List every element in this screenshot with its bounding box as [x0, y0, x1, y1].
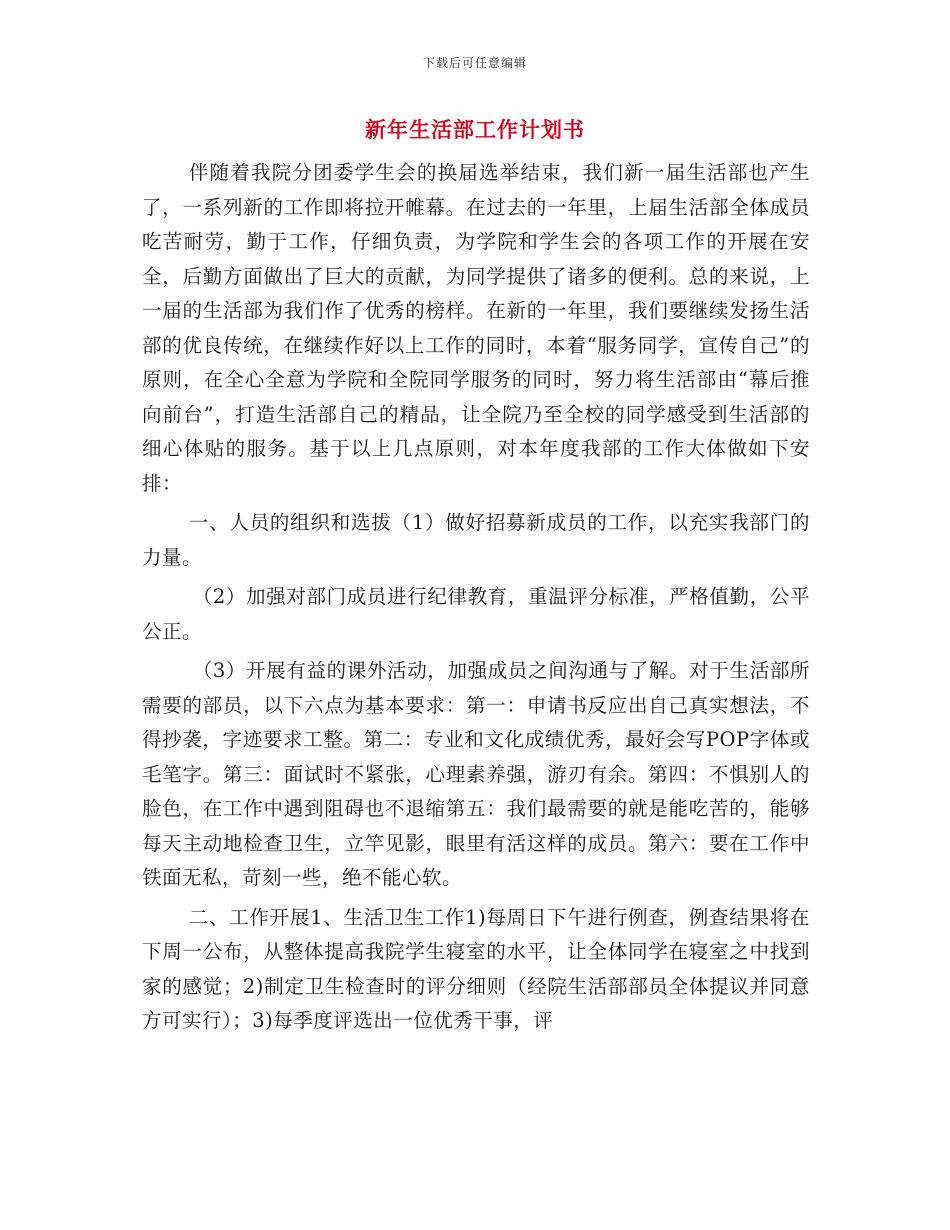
paragraph-item-2: （2）加强对部门成员进行纪律教育，重温评分标准，严格值勤，公平公正。 [142, 585, 810, 643]
document-body [142, 156, 810, 1044]
header-note: 下载后可任意编辑 [422, 56, 527, 70]
paragraph-section-1: 一、人员的组织和选拔（1）做好招募新成员的工作，以充实我部门的力量。 [142, 511, 810, 569]
paragraph-section-2: 二、工作开展1、生活卫生工作1)每周日下午进行例查，例查结果将在下周一公布，从整体提高我院学生寝室的水平，让全体同学在寝室之中找到家的感觉；2)制定卫生检查时的评分细则（经院生活部部员全体提议并同意方可实行）；3)每季度评选出一位优秀干事，评 [142, 905, 810, 1032]
document-title: 新年生活部工作计划书 [365, 117, 585, 142]
paragraph-intro: 伴随着我院分团委学生会的换届选举结束，我们新一届生活部也产生了，一系列新的工作即将拉开帷幕。在过去的一年里，上届生活部全体成员吃苦耐劳，勤于工作，仔细负责，为学院和学生会的各项工作的开展在安全，后勤方面做出了巨大的贡献，为同学提供了诸多的便利。总的来说，上一届的生活部为我们作了优秀的榜样。在新的一年里，我们要继续发扬生活部的优良传统，在继续作好以上工作的同时，本着“服务同学，宣传自己”的原则，在全心全意为学院和全院同学服务的同时，努力将生活部由“幕后推向前台”，打造生活部自己的精品，让全院乃至全校的同学感受到生活部的细心体贴的服务。基于以上几点原则，对本年度我部的工作大体做如下安排： [142, 161, 810, 495]
paragraph-item-3: （3）开展有益的课外活动，加强成员之间沟通与了解。对于生活部所需要的部员，以下六点为基本要求：第一：申请书反应出自己真实想法，不得抄袭，字迹要求工整。第二：专业和文化成绩优秀，最好会写POP字体或毛笔字。第三：面试时不紧张，心理素养强，游刃有余。第四：不惧别人的脸色，在工作中遇到阻碍也不退缩第五：我们最需要的就是能吃苦的，能够每天主动地检查卫生，立竿见影，眼里有活这样的成员。第六：要在工作中铁面无私，苛刻一些，绝不能心软。 [142, 659, 810, 889]
